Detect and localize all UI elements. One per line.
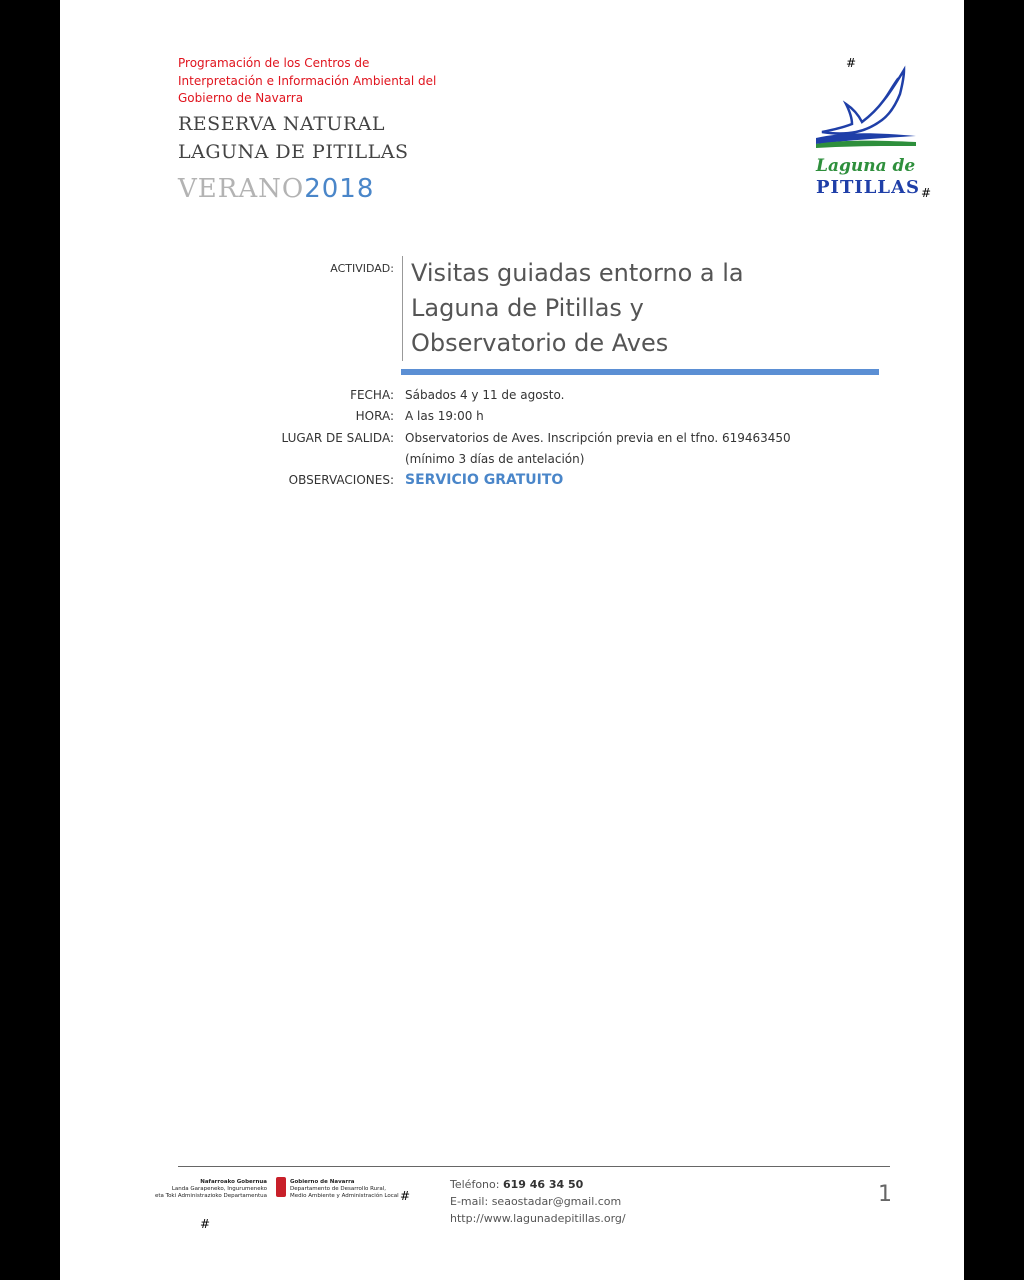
hash-mark: # <box>200 1217 211 1231</box>
laguna-pitillas-logo <box>812 64 922 199</box>
document-page <box>60 0 964 1280</box>
activity-title: Visitas guiadas entorno a la Laguna de Pitillas y Observatorio de Aves <box>402 256 831 361</box>
time-value: A las 19:00 h <box>405 409 484 423</box>
date-label: FECHA: <box>350 388 394 402</box>
season-word: VERANO <box>178 174 305 204</box>
place-value-note: (mínimo 3 días de antelación) <box>405 452 585 466</box>
season-year: 2018 <box>304 174 375 204</box>
hash-mark: # <box>846 56 857 70</box>
contact-info: Teléfono: 619 46 34 50 E-mail: seaostadar@gmail.com http://www.lagunadepitillas.org/ <box>450 1178 626 1225</box>
hash-mark: # <box>921 186 932 200</box>
date-value: Sábados 4 y 11 de agosto. <box>405 388 565 402</box>
activity-label: ACTIVIDAD: <box>330 262 394 275</box>
government-logo: Nafarroako Gobernua Landa Garapeneko, Ingurumeneko eta Toki Administrazioko Departamentua Gobierno de Navarra Departamento de Desarrollo Rural, Medio Ambiente y Administración Local <box>154 1179 399 1199</box>
observations-value: SERVICIO GRATUITO <box>405 472 564 488</box>
season-title <box>178 172 374 206</box>
page-number: 1 <box>878 1182 892 1207</box>
place-value: Observatorios de Aves. Inscripción previa en el tfno. 619463450 <box>405 431 791 445</box>
bird-icon <box>812 64 922 159</box>
footer-divider <box>178 1166 890 1167</box>
email-link[interactable]: seaostadar@gmail.com <box>491 1195 622 1208</box>
observations-label: OBSERVACIONES: <box>288 473 394 487</box>
website-link[interactable]: http://www.lagunadepitillas.org/ <box>450 1212 626 1225</box>
logo-line-1: Laguna de <box>816 156 916 176</box>
logo-line-2: PITILLAS <box>816 177 921 198</box>
hash-mark: # <box>400 1189 411 1203</box>
activity-divider <box>401 369 879 375</box>
place-label: LUGAR DE SALIDA: <box>281 431 394 445</box>
organization-heading: Programación de los Centros de Interpretación e Información Ambiental del Gobierno de Navarra <box>178 56 437 105</box>
navarra-emblem-icon <box>276 1177 286 1197</box>
phone-number: 619 46 34 50 <box>502 1178 584 1191</box>
time-label: HORA: <box>355 409 394 423</box>
reserve-title: RESERVA NATURAL LAGUNA DE PITILLAS <box>178 113 409 163</box>
